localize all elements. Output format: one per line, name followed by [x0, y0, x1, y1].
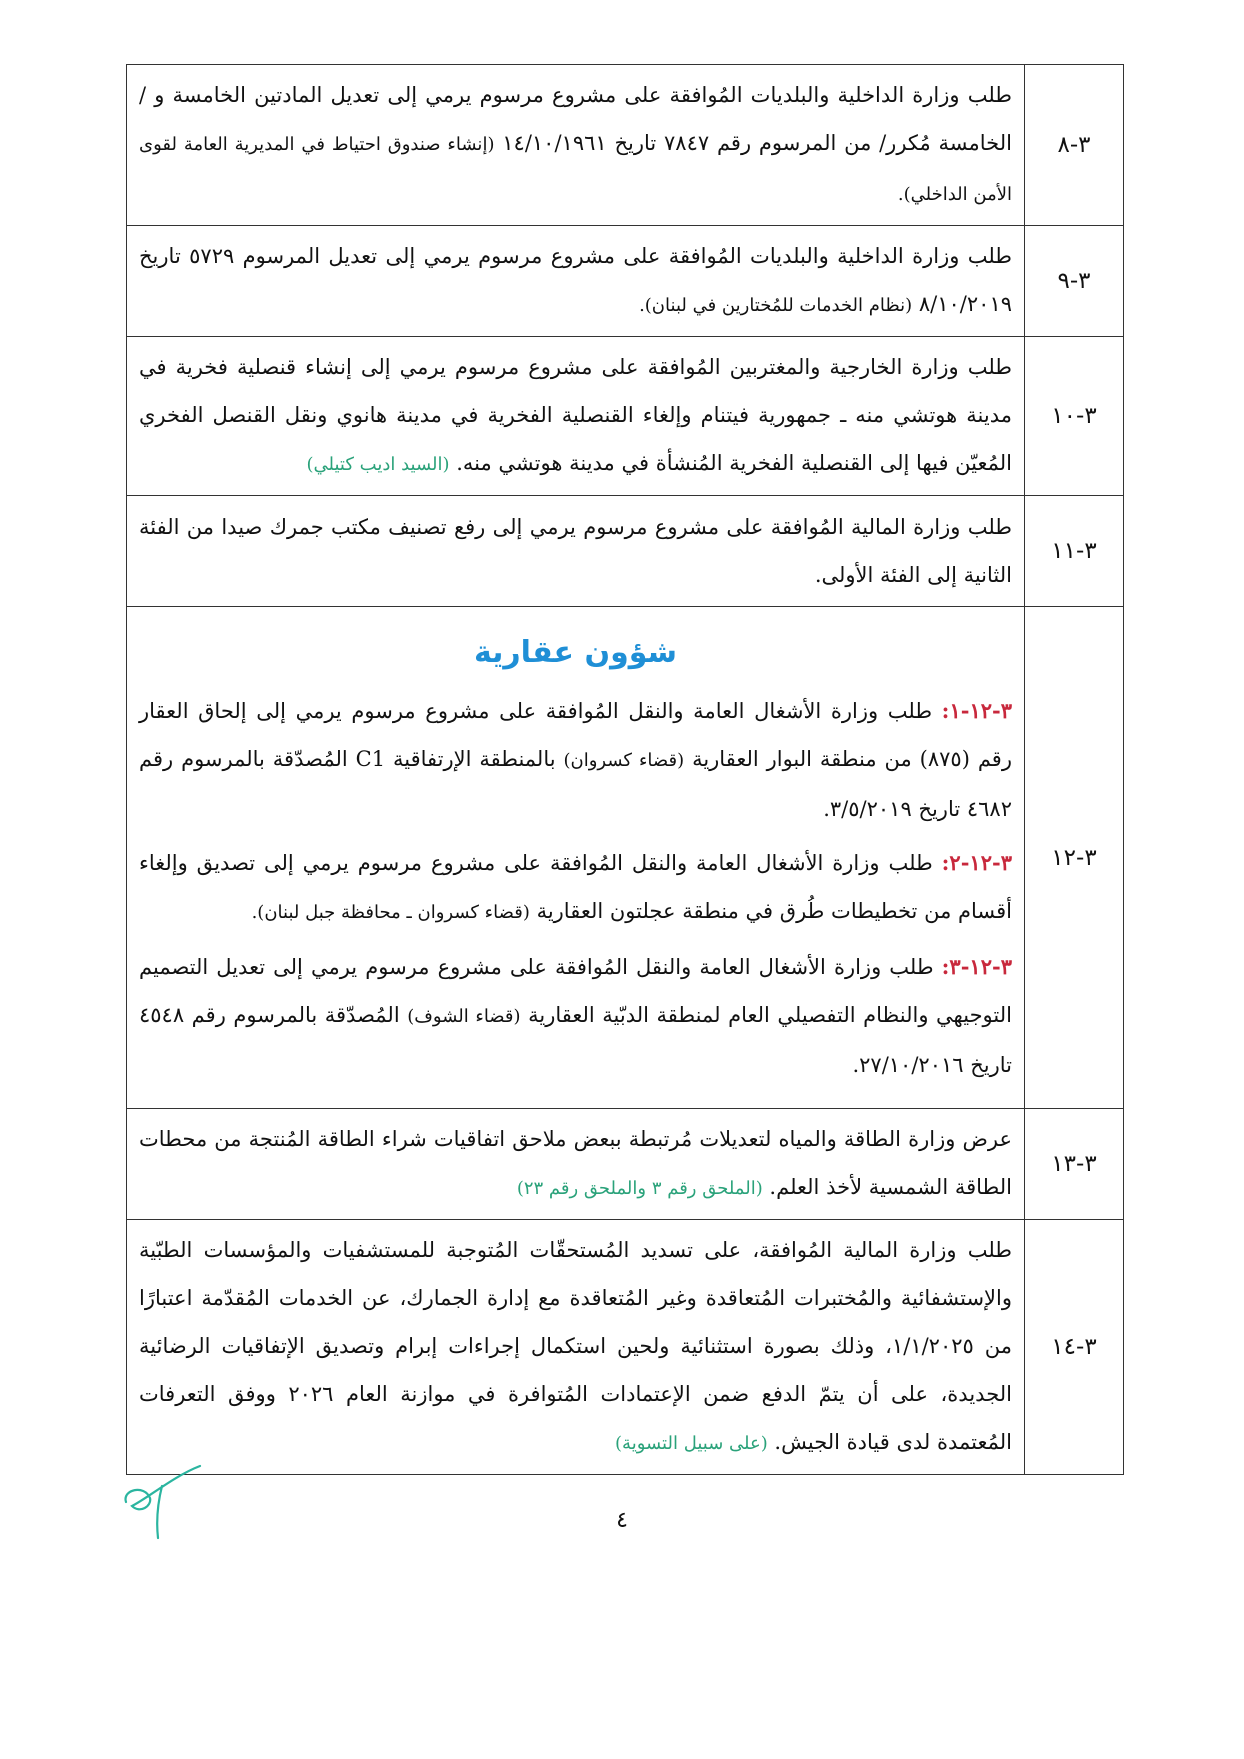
item-number: ٣-٨: [1025, 65, 1124, 226]
table-row: [127, 1109, 1124, 1220]
table-row: [127, 1220, 1124, 1475]
sub-item-text: طلب وزارة الأشغال العامة والنقل المُوافقة على مشروع مرسوم يرمي إلى إلحاق العقار رقم (٨٧٥) من منطقة البوار العقارية: [139, 698, 1012, 771]
sub-item: [139, 943, 1012, 1089]
sub-item-text: طلب وزارة الأشغال العامة والنقل المُوافقة على مشروع مرسوم يرمي إلى تصديق وإلغاء أقسام من تخطيطات طُرق في منطقة عجلتون العقارية: [139, 850, 1012, 923]
table-row: [127, 226, 1124, 337]
item-body: طلب وزارة المالية المُوافقة، على تسديد المُستحقّات المُتوجبة للمستشفيات والمؤسسات الطبّية والإستشفائية والمُختبرات المُتعاقدة وغير المُتعاقدة مع إدارة الجمارك، عن الخدمات المُقدّمة اعتبارًا من ١/١/٢٠٢٥، وذلك بصورة استثنائية ولحين استكمال إجراءات إبرام وتصديق الإتفاقيات الرضائية الجديدة، على أن يتمّ الدفع ضمن الإعتمادات المُتوافرة في موازنة العام ٢٠٢٦ ووفق التعرفات المُعتمدة لدى قيادة الجيش.: [139, 1238, 1012, 1454]
sub-item-detail: (قضاء الشوف): [407, 1005, 521, 1027]
item-number: ٣-١٠: [1025, 337, 1124, 496]
sub-item-number: ٣-١٢-٣:: [941, 953, 1012, 979]
sub-item-detail: (قضاء كسروان): [563, 749, 685, 771]
item-body: طلب وزارة الداخلية والبلديات المُوافقة على مشروع مرسوم يرمي إلى تعديل المرسوم ٥٧٢٩ تاريخ ٨/١٠/٢٠١٩: [139, 244, 1013, 316]
item-text: [127, 1220, 1025, 1475]
item-text: [127, 65, 1025, 226]
sub-item-number: ٣-١٢-٢:: [941, 849, 1012, 875]
item-number: ٣-١٢: [1025, 607, 1124, 1109]
item-number: ٣-١١: [1025, 496, 1124, 607]
item-text: [127, 337, 1025, 496]
item-text: [127, 607, 1025, 1109]
section-heading: شؤون عقارية: [473, 634, 678, 670]
item-text: [127, 496, 1025, 607]
page-number: ٤: [616, 1508, 628, 1533]
table-row: [127, 607, 1124, 1109]
sub-item-detail: (قضاء كسروان ـ محافظة جبل لبنان).: [251, 901, 530, 923]
item-detail: (إنشاء صندوق احتياط في المديرية العامة لقوى الأمن الداخلي).: [139, 134, 1012, 205]
item-number: ٣-٩: [1025, 226, 1124, 337]
item-note: (الملحق رقم ٣ والملحق رقم ٢٣): [516, 1178, 763, 1199]
item-number: ٣-١٣: [1025, 1109, 1124, 1220]
sub-item-text-end: بالمنطقة الإرتفاقية C1 المُصدّقة بالمرسوم رقم ٤٦٨٢ تاريخ ٣/٥/٢٠١٩.: [139, 746, 1012, 821]
sub-item: [139, 687, 1012, 833]
table-row: [127, 496, 1124, 607]
item-note: (على سبيل التسوية): [615, 1433, 768, 1454]
sub-item-text-end: المُصدّقة بالمرسوم رقم ٤٥٤٨ تاريخ ٢٧/١٠/٢٠١٦.: [139, 1002, 1012, 1077]
item-body: طلب وزارة الداخلية والبلديات المُوافقة على مشروع مرسوم يرمي إلى تعديل المادتين الخامسة و /الخامسة مُكرر/ من المرسوم رقم ٧٨٤٧ تاريخ ١٤/١٠/١٩٦١: [139, 83, 1012, 155]
table-row: [127, 65, 1124, 226]
item-body: عرض وزارة الطاقة والمياه لتعديلات مُرتبطة ببعض ملاحق اتفاقيات شراء الطاقة المُنتجة من محطات الطاقة الشمسية لأخذ العلم.: [139, 1127, 1012, 1199]
item-note: (السيد اديب كتيلي): [306, 454, 450, 475]
agenda-table: [126, 64, 1124, 1475]
item-text: [127, 1109, 1025, 1220]
sub-item: [139, 839, 1012, 937]
sub-item-number: ٣-١٢-١:: [941, 697, 1012, 723]
item-body: طلب وزارة المالية المُوافقة على مشروع مرسوم يرمي إلى رفع تصنيف مكتب جمرك صيدا من الفئة الثانية إلى الفئة الأولى.: [139, 515, 1012, 587]
item-number: ٣-١٤: [1025, 1220, 1124, 1475]
item-body: طلب وزارة الخارجية والمغتربين المُوافقة على مشروع مرسوم يرمي إلى إنشاء قنصلية فخرية في مدينة هوتشي منه ـ جمهورية فيتنام وإلغاء القنصلية الفخرية في مدينة هانوي ونقل القنصل الفخري المُعيّن فيها إلى القنصلية الفخرية المُنشأة في مدينة هوتشي منه.: [139, 355, 1012, 475]
item-detail: (نظام الخدمات للمُختارين في لبنان).: [639, 295, 913, 316]
table-row: [127, 337, 1124, 496]
sub-item-text: طلب وزارة الأشغال العامة والنقل المُوافقة على مشروع مرسوم يرمي إلى تعديل التصميم التوجيهي والنظام التفصيلي العام لمنطقة الدبّية العقارية: [139, 954, 1012, 1027]
item-text: [127, 226, 1025, 337]
